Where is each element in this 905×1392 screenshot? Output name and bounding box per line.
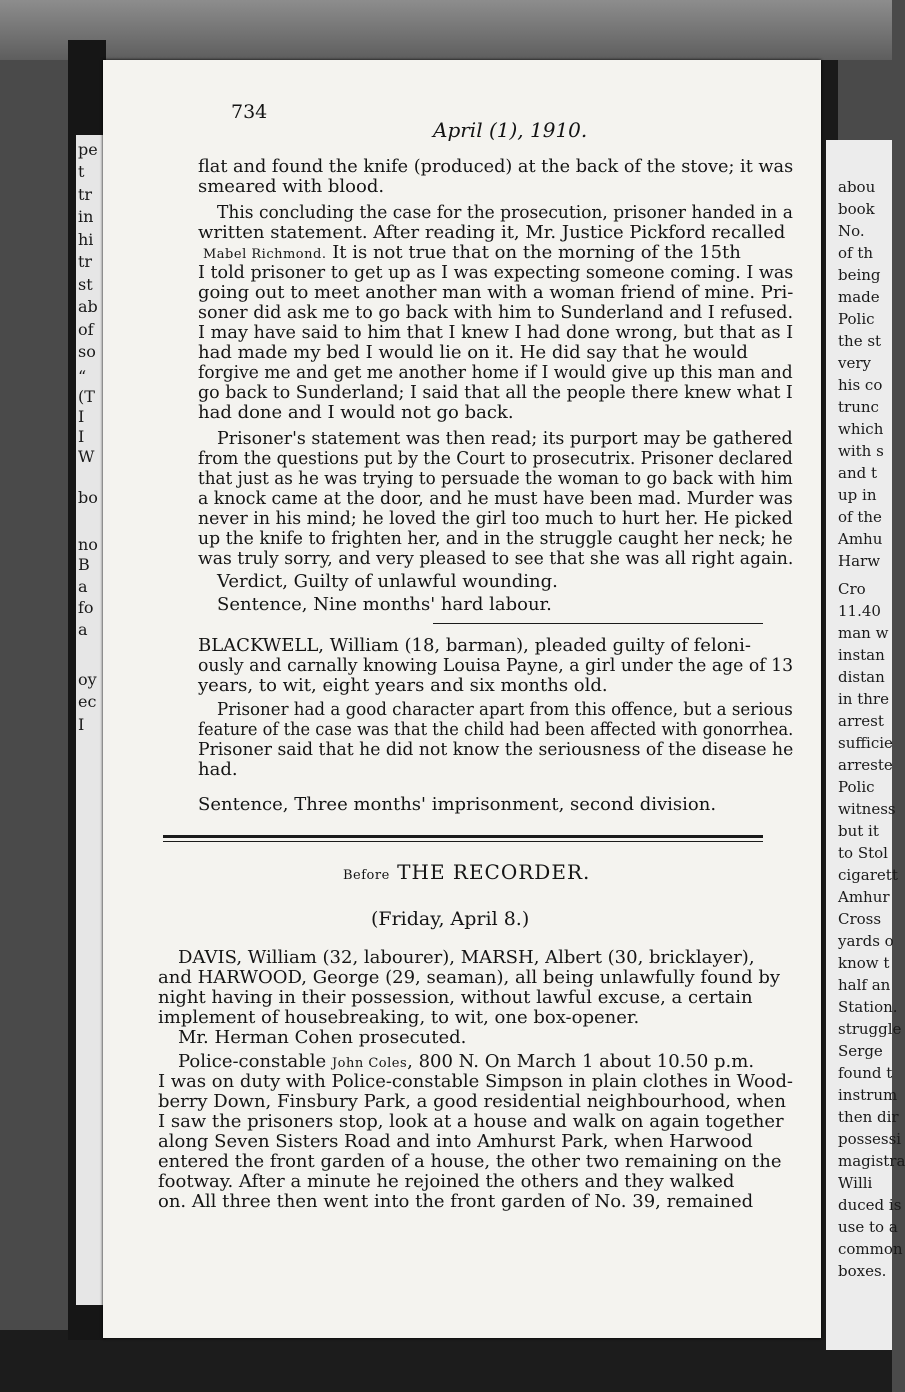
- left-margin-text: no: [78, 535, 98, 554]
- right-margin-text: very: [838, 354, 871, 372]
- defendant-name: BLACKWELL,: [198, 635, 325, 656]
- right-margin-text: being: [838, 266, 881, 284]
- right-margin-text: Harw: [838, 552, 881, 570]
- left-margin-text: fo: [78, 598, 94, 617]
- body-line: soner did ask me to go back with him to Sunderland and I refused.: [198, 302, 794, 323]
- left-margin-text: hi: [78, 230, 94, 249]
- right-margin-text: then dir: [838, 1108, 899, 1126]
- running-head: April (1), 1910.: [433, 118, 588, 142]
- body-line: Prisoner had a good character apart from this offence, but a serious: [217, 699, 793, 720]
- body-line: that just as he was trying to persuade the woman to go back with him: [198, 468, 793, 489]
- right-margin-text: Serge: [838, 1042, 883, 1060]
- right-margin-text: and t: [838, 464, 878, 482]
- body-line: entered the front garden of a house, the other two remaining on the: [158, 1151, 782, 1172]
- left-margin-text: in: [78, 207, 94, 226]
- body-line: never in his mind; he loved the girl too much to hurt her. He picked: [198, 508, 793, 529]
- body-line: was truly sorry, and very pleased to see that she was all right again.: [198, 548, 794, 569]
- body-line: a knock came at the door, and he must have been mad. Murder was: [198, 488, 793, 509]
- body-line: Prisoner's statement was then read; its purport may be gathered: [217, 428, 793, 449]
- right-margin-text: Amhur: [838, 888, 890, 906]
- date-heading: (Friday, April 8.): [371, 908, 530, 930]
- left-margin-text: I: [78, 715, 85, 734]
- right-margin-text: to Stol: [838, 844, 888, 862]
- body-line: and HARWOOD, George (29, seaman), all being unlawfully found by: [158, 967, 781, 988]
- sentence-line: Sentence, Nine months' hard labour.: [217, 594, 552, 615]
- section-rule: [433, 623, 763, 624]
- right-margin-text: up in: [838, 486, 877, 504]
- body-line: I saw the prisoners stop, look at a house and walk on again together: [158, 1111, 784, 1132]
- left-margin-text: ab: [78, 297, 98, 316]
- body-line: on. All three then went into the front garden of No. 39, remained: [158, 1191, 754, 1212]
- left-margin-text: tr: [78, 185, 93, 204]
- court-heading: Before THE RECORDER.: [343, 860, 591, 884]
- left-margin-text: B: [78, 555, 90, 574]
- right-margin-text: made: [838, 288, 880, 306]
- right-margin-text: cigarett: [838, 866, 898, 884]
- body-line: berry Down, Finsbury Park, a good residential neighbourhood, when: [158, 1091, 786, 1112]
- body-line: smeared with blood.: [198, 176, 385, 197]
- right-margin-text: 11.40: [838, 602, 881, 620]
- right-margin-text: use to a: [838, 1218, 898, 1236]
- defendant-name: HARWOOD,: [197, 967, 307, 988]
- body-line: Police-constable John Coles, 800 N. On March 1 about 10.50 p.m.: [178, 1051, 755, 1072]
- body-line: I may have said to him that I knew I had done wrong, but that as I: [198, 322, 794, 343]
- right-margin-text: Willi: [838, 1174, 873, 1192]
- left-margin-text: a: [78, 577, 88, 596]
- right-margin-text: Cross: [838, 910, 882, 928]
- body-line: had made my bed I would lie on it. He did say that he would: [198, 342, 748, 363]
- right-margin-text: struggle: [838, 1020, 902, 1038]
- defendant-name: DAVIS,: [178, 947, 243, 968]
- right-margin-text: the st: [838, 332, 882, 350]
- right-margin-text: boxes.: [838, 1262, 887, 1280]
- witness-name: Mabel Richmond.: [203, 247, 327, 262]
- body-line: feature of the case was that the child had been affected with gonorrhea.: [198, 719, 794, 740]
- right-margin-text: No.: [838, 222, 865, 240]
- right-margin-text: instan: [838, 646, 885, 664]
- body-line: years, to wit, eight years and six months old.: [198, 675, 608, 696]
- right-margin-text: arrest: [838, 712, 884, 730]
- body-line: Prisoner said that he did not know the seriousness of the disease he: [198, 739, 794, 760]
- double-rule-top: [163, 835, 763, 838]
- right-margin-text: magistra: [838, 1152, 905, 1170]
- right-margin-text: instrum: [838, 1086, 898, 1104]
- right-margin-text: of the: [838, 508, 882, 526]
- left-margin-text: st: [78, 275, 93, 294]
- body-line: had.: [198, 759, 238, 780]
- right-margin-text: abou: [838, 178, 876, 196]
- right-margin-text: of th: [838, 244, 874, 262]
- right-margin-text: possessi: [838, 1130, 902, 1148]
- left-margin-text: W: [78, 447, 95, 466]
- right-margin-text: which: [838, 420, 884, 438]
- right-margin-text: witness: [838, 800, 896, 818]
- body-line: This concluding the case for the prosecution, prisoner handed in a: [217, 202, 793, 223]
- left-margin-text: bo: [78, 488, 98, 507]
- right-margin-text: Station.: [838, 998, 898, 1016]
- right-margin-text: yards o: [838, 932, 894, 950]
- right-margin-text: his co: [838, 376, 883, 394]
- right-margin-text: know t: [838, 954, 890, 972]
- defendant-name: MARSH,: [460, 947, 540, 968]
- right-margin-text: found t: [838, 1064, 893, 1082]
- right-margin-text: half an: [838, 976, 891, 994]
- witness-name: John Coles: [331, 1056, 408, 1071]
- body-line: had done and I would not go back.: [198, 402, 514, 423]
- right-margin-text: book: [838, 200, 875, 218]
- left-margin-text: I: [78, 407, 85, 426]
- right-margin-text: Polic: [838, 778, 875, 796]
- left-margin-text: tr: [78, 252, 93, 271]
- body-line: forgive me and get me another home if I would give up this man and: [198, 362, 793, 383]
- left-margin-text: (T: [78, 387, 95, 406]
- right-margin-text: but it: [838, 822, 879, 840]
- body-line: Mabel Richmond. It is not true that on the morning of the 15th: [203, 242, 741, 263]
- right-margin-text: common: [838, 1240, 903, 1258]
- right-margin-text: trunc: [838, 398, 879, 416]
- body-line: DAVIS, William (32, labourer), MARSH, Albert (30, bricklayer),: [178, 947, 755, 968]
- scan-background-top: [0, 0, 892, 60]
- body-line: written statement. After reading it, Mr. Justice Pickford recalled: [198, 222, 786, 243]
- left-margin-text: pe: [78, 140, 98, 159]
- right-margin-text: arreste: [838, 756, 893, 774]
- body-line: Mr. Herman Cohen prosecuted.: [178, 1027, 467, 1048]
- left-margin-text: a: [78, 620, 88, 639]
- left-margin-text: ec: [78, 692, 97, 711]
- left-margin-text: oy: [78, 670, 97, 689]
- body-line: implement of housebreaking, to wit, one box-opener.: [158, 1007, 640, 1028]
- body-line: flat and found the knife (produced) at the back of the stove; it was: [198, 156, 794, 177]
- right-margin-text: man w: [838, 624, 889, 642]
- right-margin-text: Cro: [838, 580, 866, 598]
- body-line: go back to Sunderland; I said that all the people there knew what I: [198, 382, 793, 403]
- left-margin-text: “: [78, 367, 87, 386]
- right-margin-text: Amhu: [838, 530, 883, 548]
- verdict-line: Verdict, Guilty of unlawful wounding.: [217, 571, 558, 592]
- body-line: along Seven Sisters Road and into Amhurst Park, when Harwood: [158, 1131, 753, 1152]
- body-line: night having in their possession, without lawful excuse, a certain: [158, 987, 753, 1008]
- body-line: going out to meet another man with a woman friend of mine. Pri-: [198, 282, 794, 303]
- book-page: [103, 60, 821, 1338]
- body-line: I was on duty with Police-constable Simpson in plain clothes in Wood-: [158, 1071, 794, 1092]
- body-line: I told prisoner to get up as I was expecting someone coming. I was: [198, 262, 794, 283]
- body-line: from the questions put by the Court to prosecutrix. Prisoner declared: [198, 448, 793, 469]
- sentence-line: Sentence, Three months' imprisonment, second division.: [198, 794, 717, 815]
- body-line: ously and carnally knowing Louisa Payne, a girl under the age of 13: [198, 655, 794, 676]
- page-number: 734: [231, 101, 268, 123]
- next-page-edge: [826, 140, 905, 1350]
- left-margin-text: so: [78, 342, 96, 361]
- left-margin-text: of: [78, 320, 94, 339]
- left-margin-text: I: [78, 427, 85, 446]
- right-margin-text: distan: [838, 668, 885, 686]
- right-margin-text: sufficie: [838, 734, 893, 752]
- body-line: footway. After a minute he rejoined the others and they walked: [158, 1171, 735, 1192]
- body-line: BLACKWELL, William (18, barman), pleaded guilty of feloni-: [198, 635, 751, 656]
- right-margin-text: duced is: [838, 1196, 902, 1214]
- scan-background-bottom: [0, 1330, 892, 1392]
- left-margin-text: t: [78, 162, 85, 181]
- right-margin-text: with s: [838, 442, 884, 460]
- right-margin-text: Polic: [838, 310, 875, 328]
- body-line: up the knife to frighten her, and in the struggle caught her neck; he: [198, 528, 793, 549]
- double-rule-bottom: [163, 841, 763, 842]
- right-margin-text: in thre: [838, 690, 889, 708]
